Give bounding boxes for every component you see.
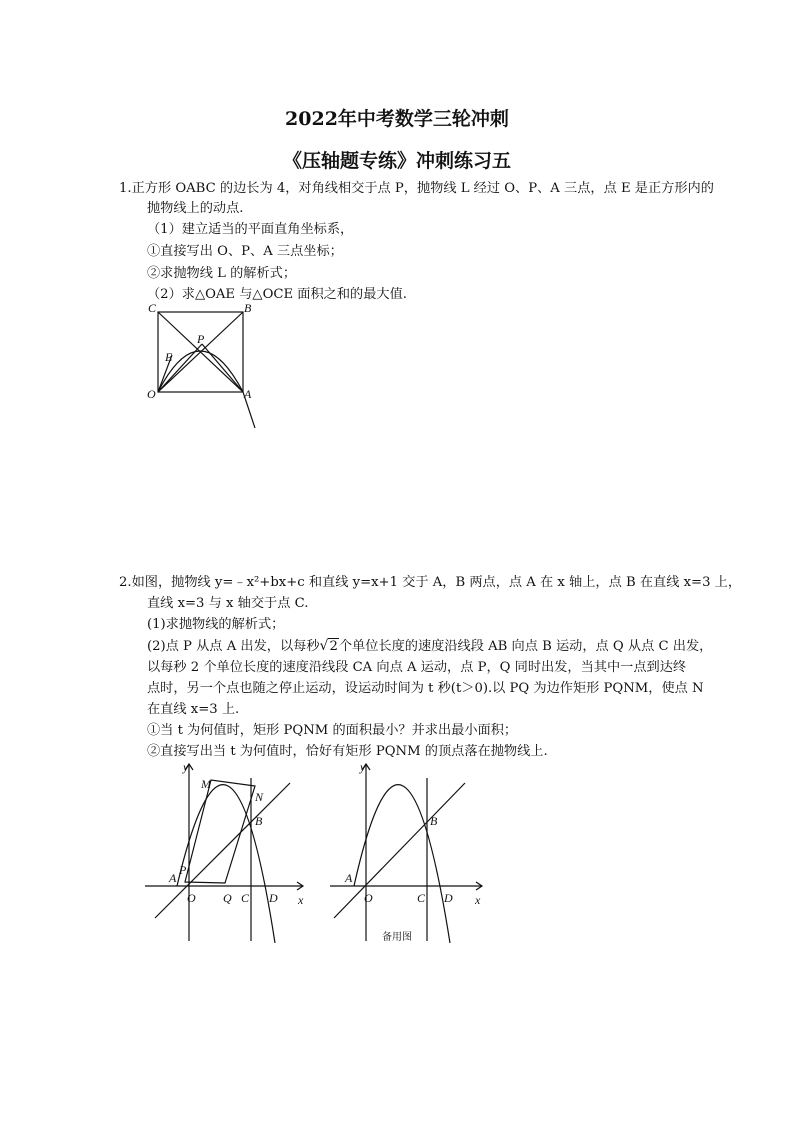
fig2-y: y xyxy=(360,760,366,774)
label-p: P xyxy=(197,332,205,346)
fig2-x: x xyxy=(475,893,481,907)
fig2-a: A xyxy=(345,871,353,885)
fig1-x: x xyxy=(298,893,304,907)
q2-line-stop: 点时，另一个点也随之停止运动，设运动时间为 t 秒(t＞0).以 PQ 为边作矩形 PQNM，使点 N xyxy=(147,681,704,696)
label-e: E xyxy=(165,350,173,364)
fig1-m: M xyxy=(201,777,211,791)
fig2-c: C xyxy=(417,891,426,905)
fig1-p: P xyxy=(179,863,187,877)
q1-line1: 1.正方形 OABC 的边长为 4，对角线相交于点 P，抛物线 L 经过 O、P、A 三点，点 E 是正方形内的 xyxy=(119,181,714,196)
label-b: B xyxy=(244,301,252,315)
q2-line-speed: 以每秒 2 个单位长度的速度沿线段 CA 向点 A 运动，点 P，Q 同时出发，当其中一点到达终 xyxy=(147,660,687,675)
fig2-b: B xyxy=(430,814,438,828)
fig1-o: O xyxy=(187,891,196,905)
q2-part1: (1)求抛物线的解析式； xyxy=(147,617,285,632)
q1-part1: （1）建立适当的平面直角坐标系， xyxy=(147,222,354,237)
fig1-d: D xyxy=(269,891,278,905)
q2-line1: 2.如图，抛物线 y=﹣x²+bx+c 和直线 y=x+1 交于 A，B 两点，点 A 在 x 轴上，点 B 在直线 x=3 上， xyxy=(119,575,742,590)
q2-sub2: ②直接写出当 t 为何值时，恰好有矩形 PQNM 的顶点落在抛物线上. xyxy=(147,744,548,759)
fig1-y: y xyxy=(183,760,189,774)
q2-sub1: ①当 t 为何值时，矩形 PQNM 的面积最小？并求出最小面积； xyxy=(147,723,518,738)
fig1-a: A xyxy=(169,871,177,885)
q1-line2: 抛物线上的动点. xyxy=(147,201,244,216)
q2-part2 xyxy=(147,636,712,657)
fig2-caption: 备用图 xyxy=(382,932,412,943)
fig1-n: N xyxy=(255,790,264,804)
q2-part2-b: 个单位长度的速度沿线段 AB 向点 B 运动，点 Q 从点 C 出发， xyxy=(338,639,713,654)
label-a: A xyxy=(244,387,252,401)
document-title: 2022年中考数学三轮冲刺 xyxy=(285,108,509,130)
q1-square-figure xyxy=(140,300,270,430)
fig2-d: D xyxy=(444,891,453,905)
q2-figure-main xyxy=(145,758,310,943)
q1-sub2: ②求抛物线 L 的解析式； xyxy=(147,266,297,281)
fig1-c: C xyxy=(241,891,250,905)
q2-line2: 直线 x=3 与 x 轴交于点 C. xyxy=(147,596,309,611)
fig1-q: Q xyxy=(223,891,232,905)
sqrt-two: √2 xyxy=(319,638,338,654)
q1-part2: （2）求△OAE 与△OCE 面积之和的最大值. xyxy=(147,287,407,302)
label-c: C xyxy=(148,301,157,315)
q2-figure-backup xyxy=(330,758,490,948)
q1-sub1: ①直接写出 O、P、A 三点坐标； xyxy=(147,244,343,259)
fig2-o: O xyxy=(364,891,373,905)
q2-part2-a: (2)点 P 从点 A 出发，以每秒 xyxy=(147,639,320,654)
fig1-b: B xyxy=(255,814,263,828)
label-o: O xyxy=(147,387,156,401)
q2-line-on: 在直线 x=3 上. xyxy=(147,702,240,717)
document-subtitle: 《压轴题专练》冲刺练习五 xyxy=(282,150,511,172)
